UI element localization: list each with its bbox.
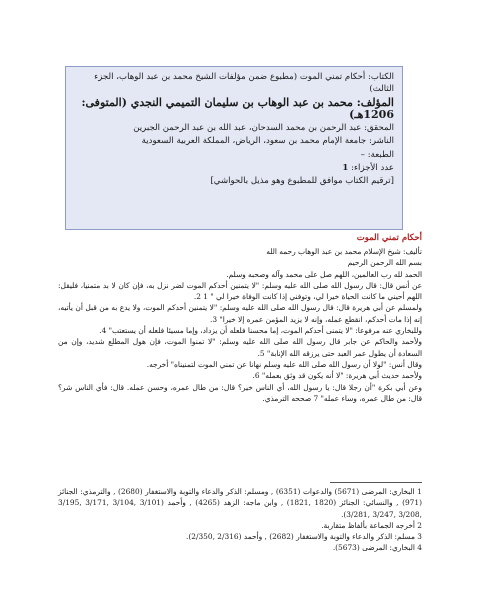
book-title-line xyxy=(74,71,394,96)
editor-line xyxy=(74,122,394,134)
book-metadata-box xyxy=(65,66,403,230)
chapter-title: أحكام تمني الموت xyxy=(356,233,422,243)
edition-line xyxy=(74,149,394,161)
footnote: 3 مسلم: الذكر والدعاء والتوبة والاستغفار (2682) , وأحمد (2/316 ,2/350). xyxy=(186,532,422,542)
footnote: 2 أخرجه الجماعة بألفاظ متقاربة. xyxy=(321,520,422,530)
publisher-line xyxy=(74,135,394,147)
book-title-text: الكتاب: أحكام تمني الموت (مطبوع ضمن مؤلفات الشيخ محمد بن عبد الوهاب، الجزء الثالث) xyxy=(94,72,394,95)
footnote: 1 البخاري: المرضى (5671) والدعوات (6351) , ومسلم: الذكر والدعاء والتوبة والاستغفار (2680) , والترمذي: الجنائز (971) , والنسائي: الجنائز (1820 ,1821) , وابن ماجه: الزهد (4265) , وأحمد (3/101 ,3/104 ,3/171 ,3/195 ,3/208 ,3/247 ,3/281). xyxy=(58,487,422,519)
body-paragraph: عن أنس قال: قال رسول الله صلى الله عليه وسلم: "لا يتمنين أحدكم الموت لضر نزل به، فإن كان لا بد متمنيا، فليقل: اللهم أحيني ما كانت الحياة خيرا لي، وتوفني إذا كانت الوفاة خيرا لي " 1 2. xyxy=(58,280,422,302)
edition-text: الطبعة: – xyxy=(360,149,394,160)
body-paragraph: بسم الله الرحمن الرحيم xyxy=(347,258,422,268)
body-paragraph: ولأحمد والحاكم عن جابر قال رسول الله صلى الله عليه وسلم: "لا تمنوا الموت، فإن هول المطلع شديد، وإن من السعادة أن يطول عمر العبد حتى يرزقه الله الإنابة" 5. xyxy=(58,337,422,358)
body-paragraph: ولمسلم عن أبي هريرة قال: قال رسول الله صلى الله عليه وسلم: "لا يتمنين أحدكم الموت، ولا يدع به من قبل أن يأتيه، إنه إذا مات أحدكم، انقطع عمله، وإنه لا يزيد المؤمن عمره إلا خيرا" 3. xyxy=(58,303,422,324)
author-death-year: 1206هـ) xyxy=(349,107,394,121)
pagination-note-line xyxy=(74,175,394,187)
author-line xyxy=(74,97,394,122)
body-paragraph: ولأحمد حديث أبي هريرة: "لا أنه يكون قد وثق بعمله" 6. xyxy=(252,371,422,381)
footnote: 4 البخاري: المرضى (5673). xyxy=(332,543,422,553)
author-text: المؤلف: محمد بن عبد الوهاب بن سليمان التميمي النجدي (المتوفى: xyxy=(81,95,394,109)
body-text xyxy=(58,246,422,404)
volumes-label: عدد الأجزاء: xyxy=(351,163,394,174)
footnotes xyxy=(58,486,422,554)
publisher-text: الناشر: جامعة الإمام محمد بن سعود، الرياض، المملكة العربية السعودية xyxy=(141,136,394,147)
body-paragraph: وقال أنس: "لولا أن رسول الله صلى الله عليه وسلم نهانا عن تمني الموت لتمنيناه" أخرجه. xyxy=(146,359,422,369)
body-paragraph: وللبخاري عنه مرفوعا: "لا يتمنى أحدكم الموت، إما محسنا فلعله أن يزداد، وإما مسيئا فلعله أن يستعتب" 4. xyxy=(99,326,422,336)
volumes-line xyxy=(74,162,394,174)
editor-text: المحقق: عبد الرحمن بن محمد السدحان، عبد الله بن عبد الرحمن الجبرين xyxy=(133,123,394,134)
footnote-separator xyxy=(330,482,422,483)
volumes-value: 1 xyxy=(342,163,349,174)
pagination-note: [ترقيم الكتاب موافق للمطبوع وهو مذيل بالحواشي] xyxy=(210,176,394,187)
body-paragraph: الحمد لله رب العالمين، اللهم صل على محمد وآله وصحبه وسلم. xyxy=(226,269,422,279)
body-paragraph: وعن أبي بكرة "أن رجلا قال: يا رسول الله، أي الناس خير؟ قال: من طال عمره، وحسن عمله. قال: فأي الناس شر؟ قال: من طال عمره، وساء عمله" 7 صححه الترمذي. xyxy=(58,382,422,403)
body-paragraph: تأليف: شيخ الإسلام محمد بن عبد الوهاب رحمه الله xyxy=(266,247,422,256)
